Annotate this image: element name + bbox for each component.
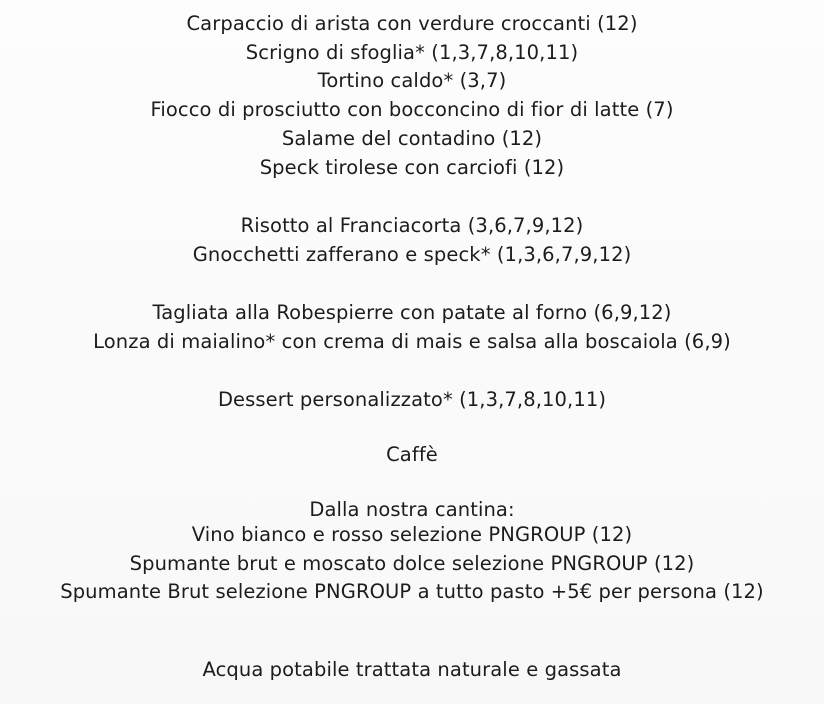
caffe-item: Caffè bbox=[386, 443, 438, 466]
secondo-item: Lonza di maialino* con crema di mais e salsa alla boscaiola (6,9) bbox=[93, 330, 731, 353]
primo-item: Gnocchetti zafferano e speck* (1,3,6,7,9,12) bbox=[192, 243, 632, 266]
cantina-item: Vino bianco e rosso selezione PNGROUP (12) bbox=[191, 523, 633, 546]
antipasto-item: Tortino caldo* (3,7) bbox=[317, 69, 507, 92]
antipasto-item: Salame del contadino (12) bbox=[281, 127, 543, 150]
dessert-item: Dessert personalizzato* (1,3,7,8,10,11) bbox=[217, 388, 607, 411]
cantina-heading: Dalla nostra cantina: bbox=[309, 498, 515, 521]
cantina-item: Spumante brut e moscato dolce selezione PNGROUP (12) bbox=[129, 552, 695, 575]
antipasto-item: Scrigno di sfoglia* (1,3,7,8,10,11) bbox=[245, 41, 579, 64]
antipasto-item: Fiocco di prosciutto con bocconcino di fior di latte (7) bbox=[150, 98, 674, 121]
cantina-item: Spumante Brut selezione PNGROUP a tutto pasto +5€ per persona (12) bbox=[60, 580, 764, 603]
acqua-item: Acqua potabile trattata naturale e gassata bbox=[202, 658, 622, 681]
secondo-item: Tagliata alla Robespierre con patate al forno (6,9,12) bbox=[152, 301, 672, 324]
primo-item: Risotto al Franciacorta (3,6,7,9,12) bbox=[240, 214, 584, 237]
antipasto-item: Carpaccio di arista con verdure croccanti (12) bbox=[186, 12, 638, 35]
antipasto-item: Speck tirolese con carciofi (12) bbox=[259, 156, 565, 179]
